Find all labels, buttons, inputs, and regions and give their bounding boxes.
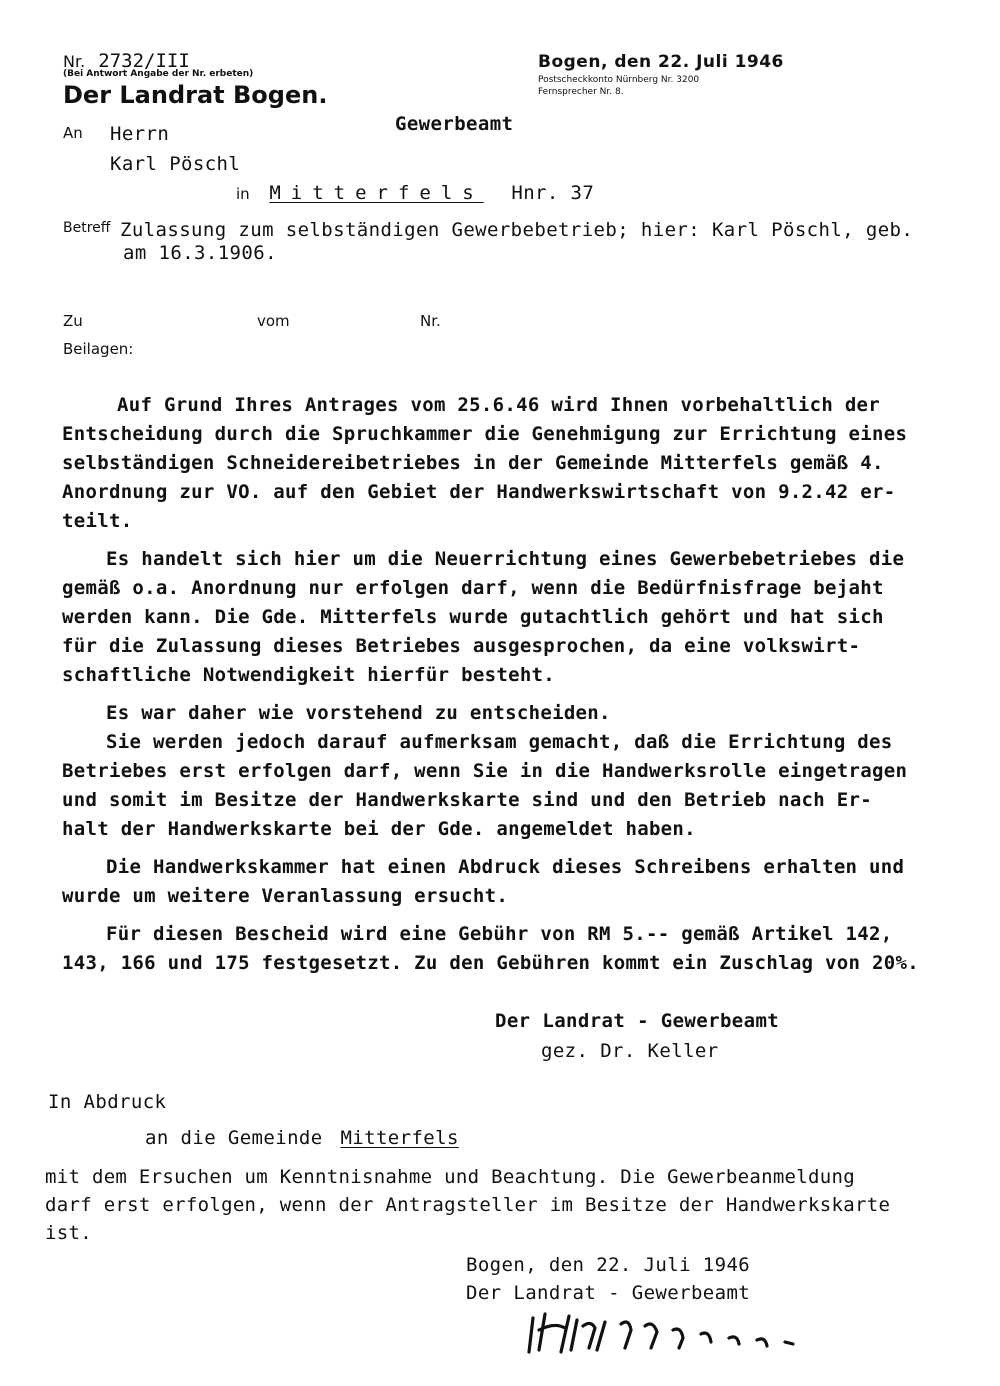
paragraph-5 (62, 920, 962, 978)
letter-body (62, 391, 962, 987)
copy-notice-text (45, 1163, 945, 1247)
copy-recipient (145, 1127, 459, 1149)
body-line: für die Zulassung dieses Betriebes ausgesprochen, da eine volkswirt- (62, 635, 861, 657)
copy-recipient-prefix: an die Gemeinde (145, 1127, 323, 1149)
body-line: Betriebes erst erfolgen darf, wenn Sie in die Handwerksrolle eingetragen (62, 760, 908, 782)
body-line: gemäß o.a. Anordnung nur erfolgen darf, wenn die Bedürfnisfrage bejaht (62, 577, 884, 599)
subject-label: Betreff (63, 220, 111, 236)
body-line: 143, 166 und 175 festgesetzt. Zu den Gebühren kommt ein Zuschlag von 20%. (62, 952, 919, 974)
copy-line: darf erst erfolgen, wenn der Antragsteller im Besitze der Handwerkskarte (45, 1194, 891, 1216)
paragraph-2 (62, 545, 962, 690)
body-line: Sie werden jedoch darauf aufmerksam gemacht, daß die Errichtung des (106, 731, 893, 753)
reference-label: Nr. (63, 52, 86, 71)
body-line: Es war daher wie vorstehend zu entscheiden. (106, 702, 611, 724)
house-number: Hnr. 37 (511, 182, 595, 204)
phone-number: Fernsprecher Nr. 8. (538, 87, 624, 97)
copy-recipient-town: Mitterfels (340, 1127, 459, 1149)
closing-office: Der Landrat - Gewerbeamt (495, 1010, 780, 1032)
footer-place-date: Bogen, den 22. Juli 1946 (466, 1254, 751, 1276)
in-label: in (236, 185, 250, 203)
body-line: Anordnung zur VO. auf den Gebiet der Handwerkswirtschaft von 9.2.42 er- (62, 481, 896, 503)
reference-note: (Bei Antwort Angabe der Nr. erbeten) (63, 69, 254, 79)
body-line: Es handelt sich hier um die Neuerrichtung eines Gewerbebetriebes die (106, 548, 905, 570)
body-line: halt der Handwerkskarte bei der Gde. angemeldet haben. (62, 818, 696, 840)
ref-field-nr: Nr. (420, 312, 441, 330)
salutation: Herrn (110, 123, 170, 145)
body-line: werden kann. Die Gde. Mitterfels wurde gutachtlich gehört und hat sich (62, 606, 884, 628)
enclosures-label: Beilagen: (63, 340, 134, 358)
body-line: teilt. (62, 510, 133, 532)
subject-line-2: am 16.3.1906. (123, 242, 277, 264)
closing-signatory: gez. Dr. Keller (541, 1040, 719, 1062)
ref-field-zu: Zu (63, 312, 83, 330)
issuing-authority: Der Landrat Bogen. (63, 81, 328, 109)
copy-heading: In Abdruck (48, 1091, 167, 1113)
body-line: Auf Grund Ihres Antrages vom 25.6.46 wird Ihnen vorbehaltlich der (117, 394, 881, 416)
to-label: An (63, 124, 83, 142)
body-line: Entscheidung durch die Spruchkammer die Genehmigung zur Errichtung eines (62, 423, 908, 445)
ref-field-vom: vom (257, 312, 290, 330)
body-line: Für diesen Bescheid wird eine Gebühr von RM 5.-- gemäß Artikel 142, (106, 923, 893, 945)
recipient-name: Karl Pöschl (110, 153, 241, 175)
subject-line-1: Zulassung zum selbständigen Gewerbebetrieb; hier: Karl Pöschl, geb. (120, 219, 914, 241)
body-line: schaftliche Notwendigkeit hierfür besteht. (62, 664, 556, 686)
handwritten-signature (525, 1308, 815, 1358)
body-line: wurde um weitere Veranlassung ersucht. (62, 885, 509, 907)
place-and-date: Bogen, den 22. Juli 1946 (538, 52, 784, 72)
paragraph-3 (62, 699, 962, 844)
body-line: selbständigen Schneidereibetriebes in der Gemeinde Mitterfels gemäß 4. (62, 452, 884, 474)
department: Gewerbeamt (395, 113, 514, 135)
paragraph-4 (62, 853, 962, 911)
recipient-address (236, 182, 594, 204)
paragraph-1 (62, 391, 962, 536)
body-line: und somit im Besitze der Handwerkskarte sind und den Betrieb nach Er- (62, 789, 872, 811)
reference-value: 2732/III (98, 50, 190, 72)
recipient-town: Mitterfels (269, 182, 484, 204)
copy-line: ist. (45, 1222, 92, 1244)
footer-office: Der Landrat - Gewerbeamt (466, 1282, 751, 1304)
copy-line: mit dem Ersuchen um Kenntnisnahme und Beachtung. Die Gewerbeanmeldung (45, 1166, 855, 1188)
postal-account: Postscheckkonto Nürnberg Nr. 3200 (538, 75, 700, 85)
body-line: Die Handwerkskammer hat einen Abdruck dieses Schreibens erhalten und (106, 856, 905, 878)
